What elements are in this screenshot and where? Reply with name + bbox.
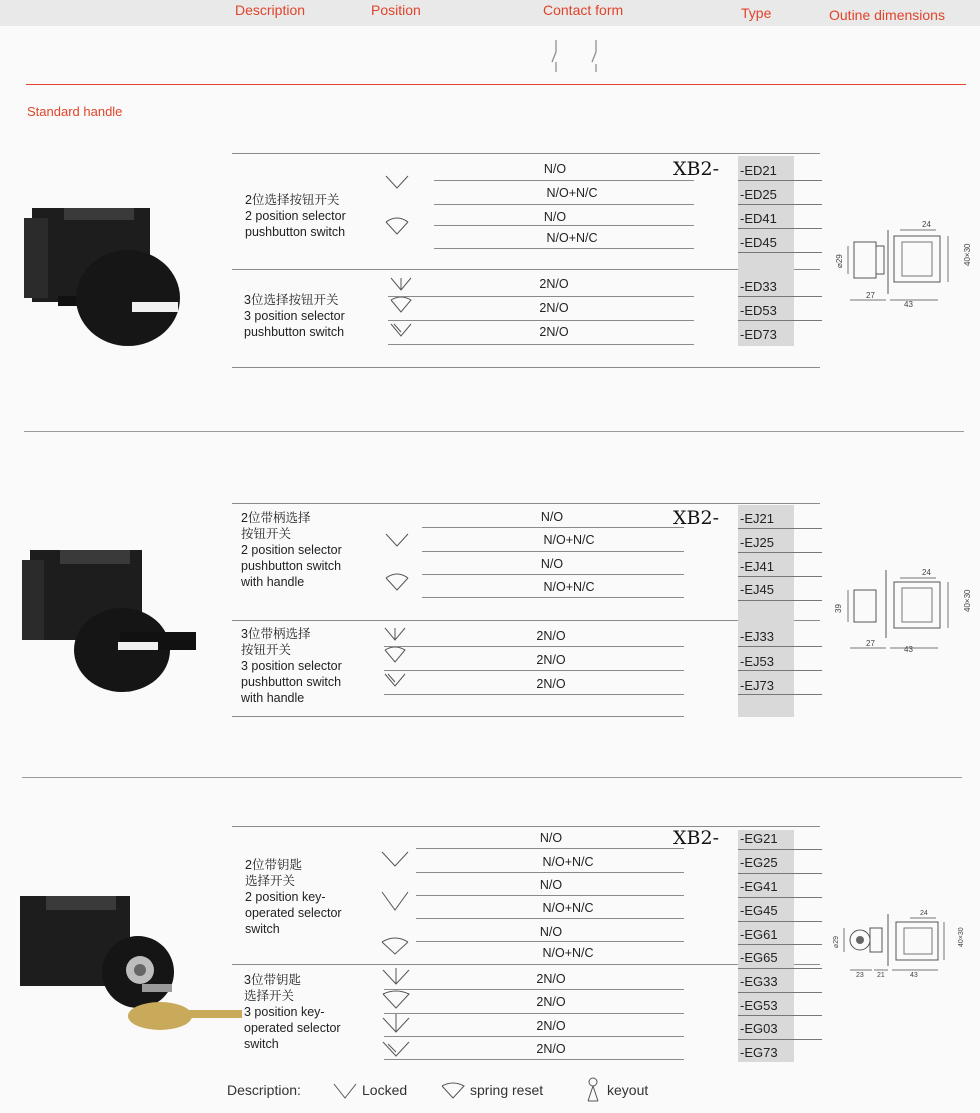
desc-2pos: 2位选择按钮开关 2 position selector pushbutton switch (245, 193, 346, 239)
section-separator (24, 431, 964, 432)
row-line (232, 620, 820, 621)
row-line (416, 895, 684, 896)
row-line (434, 180, 694, 181)
type-code: -EJ45 (740, 582, 774, 597)
contact-row: N/O (543, 162, 567, 176)
contact-symbol-icon (548, 38, 608, 74)
row-line (416, 872, 684, 873)
contact-row: N/O (539, 831, 563, 845)
row-line (416, 848, 684, 849)
contact-row: 2N/O (539, 277, 569, 291)
row-line (434, 204, 694, 205)
type-code: -ED53 (740, 303, 777, 318)
dim-label: 23 (856, 972, 864, 979)
header-position: Position (371, 2, 421, 18)
row-line (422, 551, 684, 552)
three-position-key-icon (380, 966, 414, 1062)
type-code: -EG41 (740, 879, 778, 894)
type-code: -EG21 (740, 831, 778, 846)
row-line (416, 941, 684, 942)
row-line (738, 228, 822, 229)
type-code: -EG25 (740, 855, 778, 870)
row-line (738, 320, 822, 321)
three-position-icon (382, 624, 410, 694)
row-line (232, 503, 820, 504)
desc-3pos: 3位选择按钮开关 3 position selector pushbutton switch (244, 293, 345, 339)
dim-label: 39 (834, 604, 843, 613)
legend-locked: Locked (362, 1082, 408, 1098)
keyout-icon (584, 1077, 602, 1105)
contact-row: N/O+N/C (542, 946, 594, 960)
row-line (738, 670, 822, 671)
row-line (738, 1015, 822, 1016)
desc-2pos: 2位带柄选择 按钮开关 2 position selector pushbutton switch with handle (241, 511, 342, 589)
legend-spring-reset: spring reset (470, 1082, 544, 1098)
contact-row: 2N/O (536, 653, 566, 667)
row-line (434, 248, 694, 249)
contact-row: 2N/O (536, 1019, 566, 1033)
type-code: -EJ33 (740, 629, 774, 644)
dim-label: 27 (866, 639, 875, 648)
contact-row: N/O+N/C (546, 231, 598, 245)
section-title: Standard handle (27, 104, 123, 119)
locked-position-icon (380, 846, 414, 958)
spring-reset-icon (440, 1080, 468, 1102)
contact-row: N/O (539, 878, 563, 892)
desc-3pos: 3位带钥匙 选择开关 3 position key- operated selector switch (244, 973, 341, 1051)
row-line (232, 269, 820, 270)
row-line (738, 600, 822, 601)
type-code: -EJ21 (740, 511, 774, 526)
row-line (384, 1013, 684, 1014)
contact-row: N/O+N/C (543, 533, 595, 547)
desc-3pos: 3位带柄选择 按钮开关 3 position selector pushbutton switch with handle (241, 627, 342, 705)
type-code: -EJ41 (740, 559, 774, 574)
row-line (738, 204, 822, 205)
row-line (384, 1036, 684, 1037)
legend-label: Description: (227, 1082, 301, 1098)
type-code: -EG61 (740, 927, 778, 942)
row-line (738, 921, 822, 922)
dim-label: 24 (920, 910, 928, 917)
dim-label: 24 (922, 220, 931, 229)
row-line (232, 153, 820, 154)
row-line (384, 989, 684, 990)
row-line (738, 897, 822, 898)
row-line (422, 527, 684, 528)
header-outline: Outine dimensions (829, 7, 945, 23)
contact-row: 2N/O (539, 301, 569, 315)
row-line (422, 597, 684, 598)
row-line (738, 576, 822, 577)
outline-drawing (828, 562, 972, 654)
three-position-icon (388, 274, 416, 344)
key-switch-photo (16, 886, 246, 1041)
dim-label: 40×30 (963, 589, 972, 612)
contact-row: 2N/O (536, 677, 566, 691)
model-prefix: XB2- (673, 507, 719, 529)
row-line (232, 826, 820, 827)
dim-label: 24 (922, 568, 931, 577)
selector-switch-photo (24, 196, 184, 361)
row-line (384, 646, 684, 647)
type-code: -EG73 (740, 1045, 778, 1060)
contact-row: 2N/O (536, 972, 566, 986)
row-line (738, 694, 822, 695)
type-code: -EG03 (740, 1021, 778, 1036)
type-code: -ED33 (740, 279, 777, 294)
locked-icon (332, 1080, 360, 1102)
locked-position-icon (384, 528, 412, 598)
type-code: -EG65 (740, 950, 778, 965)
dim-label: 27 (866, 291, 875, 300)
locked-position-icon (384, 170, 412, 240)
type-code: -ED73 (740, 327, 777, 342)
row-line (738, 968, 822, 969)
contact-row: N/O+N/C (546, 186, 598, 200)
contact-row: N/O+N/C (542, 901, 594, 915)
dim-label: 40×30 (958, 927, 965, 947)
row-line (384, 1059, 684, 1060)
row-line (388, 320, 694, 321)
type-code: -ED21 (740, 163, 777, 178)
contact-row: 2N/O (539, 325, 569, 339)
type-code: -EJ25 (740, 535, 774, 550)
row-line (738, 944, 822, 945)
header-divider (26, 84, 966, 85)
dim-label: 40×30 (963, 243, 972, 266)
row-line (422, 574, 684, 575)
type-code: -ED45 (740, 235, 777, 250)
contact-row: 2N/O (536, 995, 566, 1009)
contact-row: N/O (539, 925, 563, 939)
row-line (738, 552, 822, 553)
row-line (232, 367, 820, 368)
row-line (416, 918, 684, 919)
type-code: -EG53 (740, 998, 778, 1013)
outline-drawing (826, 904, 965, 979)
desc-2pos: 2位带钥匙 选择开关 2 position key- operated selector switch (245, 858, 342, 936)
dim-label: ⌀29 (835, 254, 844, 268)
type-code: -EG45 (740, 903, 778, 918)
dim-label: 21 (877, 972, 885, 979)
row-line (232, 964, 820, 965)
dim-label: ⌀29 (833, 935, 840, 948)
row-line (738, 296, 822, 297)
section-separator (22, 777, 962, 778)
dim-label: 43 (904, 300, 913, 309)
type-code: -EG33 (740, 974, 778, 989)
contact-row: 2N/O (536, 1042, 566, 1056)
header-type: Type (741, 5, 772, 21)
contact-row: N/O+N/C (542, 855, 594, 869)
row-line (738, 180, 822, 181)
row-line (232, 716, 684, 717)
dim-label: 43 (910, 972, 918, 979)
row-line (738, 528, 822, 529)
handle-switch-photo (20, 540, 200, 725)
header-contact-form: Contact form (543, 2, 624, 18)
type-code: -EJ53 (740, 654, 774, 669)
row-line (738, 646, 822, 647)
row-line (738, 1039, 822, 1040)
row-line (388, 296, 694, 297)
type-code: -EJ73 (740, 678, 774, 693)
contact-row: N/O (540, 557, 564, 571)
row-line (738, 873, 822, 874)
contact-row: N/O (543, 210, 567, 224)
type-code: -ED25 (740, 187, 777, 202)
row-line (738, 849, 822, 850)
model-prefix: XB2- (673, 827, 719, 849)
contact-row: 2N/O (536, 629, 566, 643)
dim-label: 43 (904, 645, 913, 654)
row-line (434, 225, 694, 226)
row-line (738, 992, 822, 993)
model-prefix: XB2- (673, 158, 719, 180)
legend-keyout: keyout (607, 1082, 649, 1098)
row-line (738, 252, 822, 253)
contact-row: N/O+N/C (543, 580, 595, 594)
row-line (388, 344, 694, 345)
outline-drawing (828, 216, 972, 309)
header-description: Description (235, 2, 306, 18)
row-line (384, 694, 684, 695)
contact-row: N/O (540, 510, 564, 524)
type-code: -ED41 (740, 211, 777, 226)
row-line (384, 670, 684, 671)
